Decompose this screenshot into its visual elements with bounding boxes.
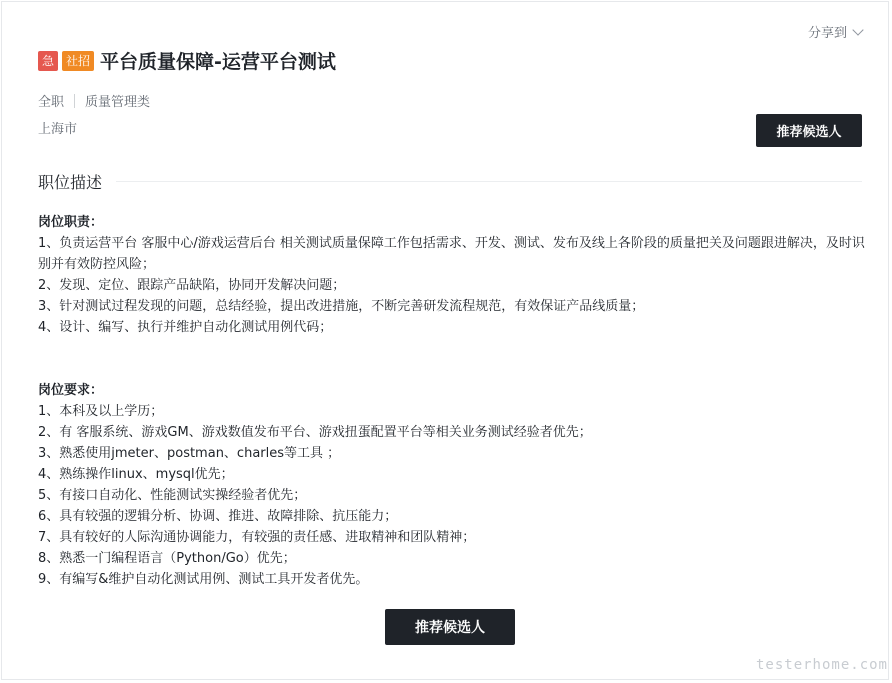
requirement-item: 4、熟练操作linux、mysql优先； xyxy=(38,467,234,482)
job-category: 质量管理类 xyxy=(85,95,151,110)
job-type: 全职 xyxy=(38,95,65,110)
social-hire-badge: 社招 xyxy=(62,51,94,71)
duties-heading: 岗位职责： xyxy=(38,215,104,230)
job-description xyxy=(38,212,868,590)
share-dropdown[interactable] xyxy=(808,22,862,41)
section-title: 职位描述 xyxy=(38,173,103,192)
chevron-down-icon xyxy=(852,24,863,35)
duty-item: 4、设计、编写、执行并维护自动化测试用例代码； xyxy=(38,320,333,335)
requirement-item: 5、有接口自动化、性能测试实操经验者优先； xyxy=(38,488,307,503)
requirement-item: 8、熟悉一门编程语言（Python/Go）优先； xyxy=(38,551,296,566)
share-label: 分享到 xyxy=(807,26,847,41)
watermark: testerhome.com xyxy=(755,657,888,673)
job-location: 上海市 xyxy=(38,122,78,137)
recommend-candidate-button-bottom[interactable]: 推荐候选人 xyxy=(385,609,515,645)
duty-item: 3、针对测试过程发现的问题，总结经验，提出改进措施，不断完善研发流程规范，有效保证产品线质量； xyxy=(38,299,645,314)
section-header xyxy=(38,170,862,193)
requirements-heading: 岗位要求： xyxy=(38,383,104,398)
requirement-item: 1、本科及以上学历； xyxy=(38,404,164,419)
requirement-item: 6、具有较强的逻辑分析、协调、推进、故障排除、抗压能力； xyxy=(38,509,398,524)
job-meta xyxy=(38,91,150,110)
requirement-item: 3、熟悉使用jmeter、postman、charles等工具 ； xyxy=(38,446,341,461)
urgent-badge: 急 xyxy=(38,51,58,71)
requirement-item: 9、有编写&维护自动化测试用例、测试工具开发者优先。 xyxy=(38,572,369,587)
meta-divider xyxy=(74,94,75,108)
requirement-item: 7、具有较好的人际沟通协调能力，有较强的责任感、进取精神和团队精神； xyxy=(38,530,476,545)
duty-item: 2、发现、定位、跟踪产品缺陷，协同开发解决问题； xyxy=(38,278,346,293)
section-divider xyxy=(116,181,862,182)
requirement-item: 2、有 客服系统、游戏GM、游戏数值发布平台、游戏扭蛋配置平台等相关业务测试经验者优先； xyxy=(38,425,592,440)
job-title-row xyxy=(38,47,336,74)
job-title: 平台质量保障-运营平台测试 xyxy=(100,51,336,73)
recommend-candidate-button[interactable]: 推荐候选人 xyxy=(756,114,862,147)
duty-item: 1、负责运营平台 客服中心/游戏运营后台 相关测试质量保障工作包括需求、开发、测试、发布及线上各阶段的质量把关及问题跟进解决，及时识别并有效防控风险； xyxy=(38,236,865,272)
